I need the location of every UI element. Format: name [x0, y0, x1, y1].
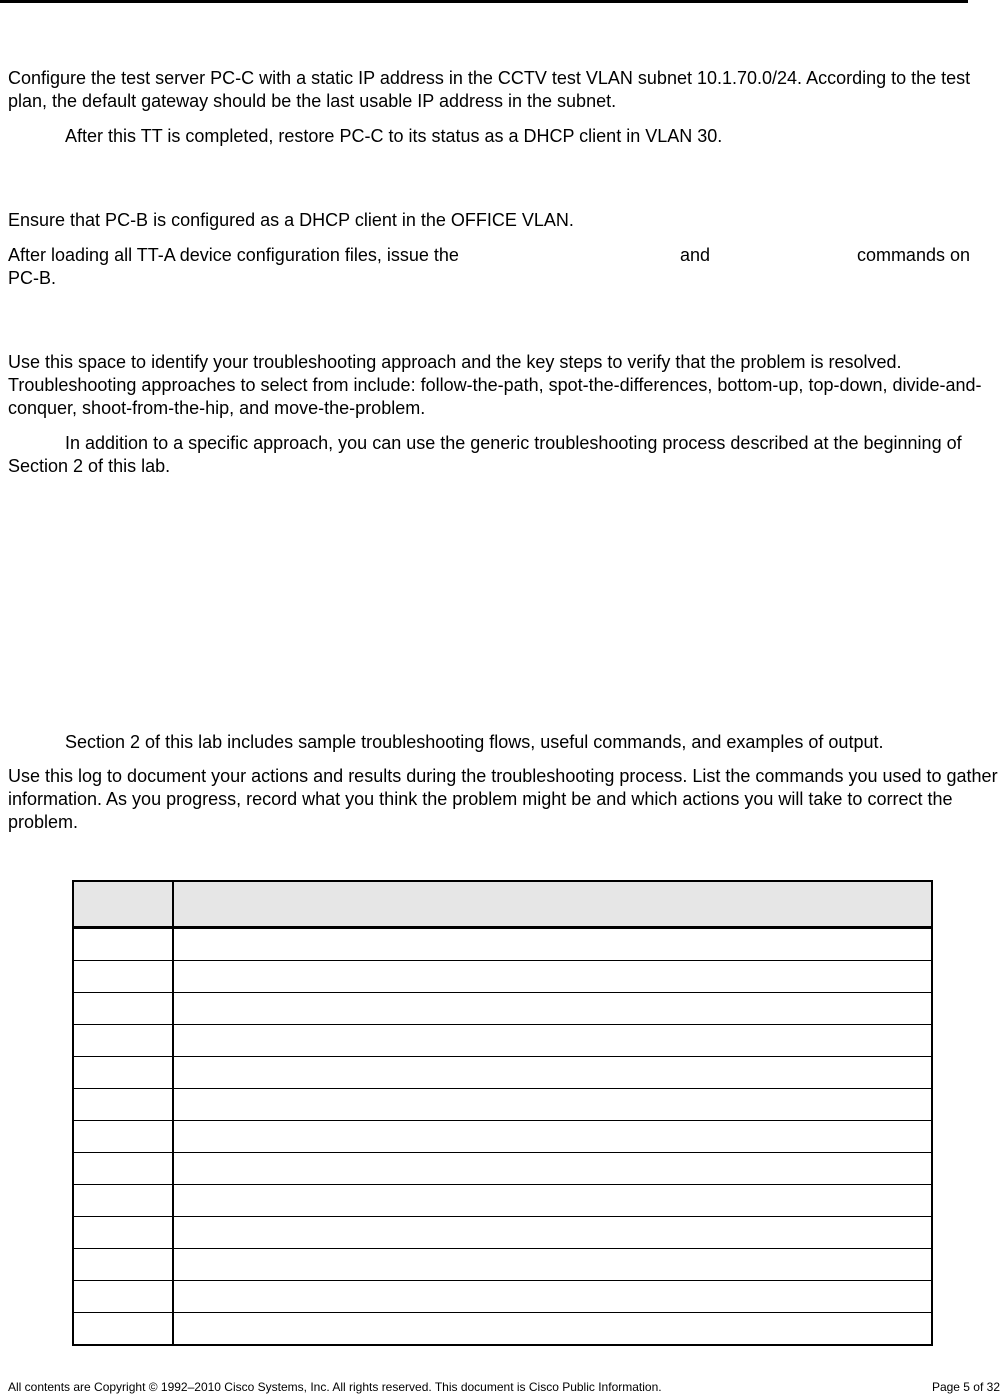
issue-commands-start: After loading all TT-A device configuration files, issue the	[8, 245, 459, 265]
table-header-row	[73, 881, 932, 928]
header-rule	[0, 0, 968, 3]
table-row	[73, 993, 932, 1025]
table-row	[73, 1121, 932, 1153]
footer-copyright: All contents are Copyright © 1992–2010 Cisco Systems, Inc. All rights reserved. This document is Cisco Public Information.	[8, 1380, 662, 1394]
table-cell[interactable]	[73, 928, 173, 961]
table-cell[interactable]	[73, 1249, 173, 1281]
table-cell[interactable]	[173, 1153, 932, 1185]
table-cell[interactable]	[73, 1089, 173, 1121]
table-cell[interactable]	[173, 961, 932, 993]
table-cell[interactable]	[173, 1217, 932, 1249]
table-cell[interactable]	[73, 961, 173, 993]
table-cell[interactable]	[73, 1121, 173, 1153]
paragraph-ensure-pc-b: Ensure that PC-B is configured as a DHCP client in the OFFICE VLAN.	[8, 210, 574, 230]
issue-commands-continuation: PC-B.	[8, 268, 57, 288]
table-header-cell	[173, 881, 932, 928]
table-row	[73, 1281, 932, 1313]
table-row	[73, 1217, 932, 1249]
table-row	[73, 1185, 932, 1217]
table-row	[73, 928, 932, 961]
table-cell[interactable]	[73, 993, 173, 1025]
issue-commands-end: commands on	[856, 245, 970, 265]
paragraph-section-2: Section 2 of this lab includes sample troubleshooting flows, useful commands, and examples of output.	[65, 732, 884, 752]
table-row	[73, 961, 932, 993]
table-row	[73, 1057, 932, 1089]
paragraph-restore-pc-c: After this TT is completed, restore PC-C to its status as a DHCP client in VLAN 30.	[65, 126, 723, 146]
paragraph-troubleshooting-approach: Use this space to identify your troubleshooting approach and the key steps to verify that the problem is resolved. Troubleshooting approaches to select from include: follow-the-path, spot-the-differences, bottom-up, top-down, divide-and-conquer, shoot-from-the-hip, and move-the-problem.	[8, 352, 982, 418]
table-cell[interactable]	[173, 1185, 932, 1217]
table-cell[interactable]	[73, 1313, 173, 1346]
table-cell[interactable]	[173, 1121, 932, 1153]
table-cell[interactable]	[173, 928, 932, 961]
table-cell[interactable]	[73, 1025, 173, 1057]
table-cell[interactable]	[173, 1313, 932, 1346]
paragraph-configure-pc-c: Configure the test server PC-C with a static IP address in the CCTV test VLAN subnet 10.1.70.0/24. According to the test plan, the default gateway should be the last usable IP address in the subnet.	[8, 68, 971, 111]
table-cell[interactable]	[173, 993, 932, 1025]
table-cell[interactable]	[173, 1249, 932, 1281]
table-row	[73, 1025, 932, 1057]
issue-commands-and: and	[680, 245, 711, 265]
table-cell[interactable]	[73, 1281, 173, 1313]
table-cell[interactable]	[173, 1281, 932, 1313]
table-cell[interactable]	[73, 1217, 173, 1249]
table-cell[interactable]	[73, 1057, 173, 1089]
paragraph-generic-process: In addition to a specific approach, you can use the generic troubleshooting process described at the beginning of Section 2 of this lab.	[8, 433, 962, 476]
table-cell[interactable]	[173, 1025, 932, 1057]
paragraph-log-instructions: Use this log to document your actions and results during the troubleshooting process. List the commands you used to gather information. As you progress, record what you think the problem might be and which actions you will take to correct the problem.	[8, 766, 998, 832]
table-cell[interactable]	[173, 1089, 932, 1121]
footer-page-number: Page 5 of 32	[931, 1380, 1000, 1394]
table-row	[73, 1089, 932, 1121]
troubleshooting-log-table	[72, 880, 933, 1346]
table-row	[73, 1313, 932, 1346]
table-cell[interactable]	[173, 1057, 932, 1089]
table-header-cell	[73, 881, 173, 928]
table-row	[73, 1249, 932, 1281]
table-row	[73, 1153, 932, 1185]
table-cell[interactable]	[73, 1153, 173, 1185]
table-cell[interactable]	[73, 1185, 173, 1217]
